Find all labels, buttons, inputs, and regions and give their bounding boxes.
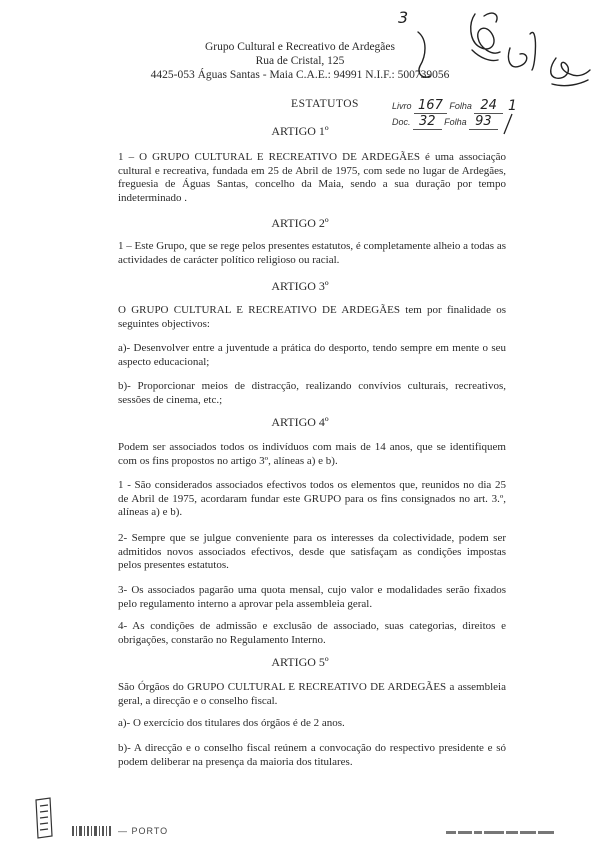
registry-doc-value: 32 [413,114,442,130]
article-5-heading: ARTIGO 5º [271,655,329,669]
header-org-name: Grupo Cultural e Recreativo de Ardegães [204,41,395,53]
notary-stamp-icon [30,796,70,840]
registry-folha-label: Folha [449,101,472,111]
article-3-item-b: b)- Proporcionar meios de distracção, realizando convívios culturais, recreativos, sessões de cinema, etc.; [118,380,506,406]
margin-slash-icon [498,112,518,136]
article-4-item-4: 4- As condições de admissão e exclusão de associado, suas categorias, direitos e obrigações, constarão no Regulamento Interno. [118,620,506,646]
document-title: ESTATUTOS [291,98,359,110]
article-1-heading: ARTIGO 1º [271,124,329,138]
registry-doc-label: Doc. [392,117,411,127]
header-postal-tax: 4425-053 Águas Santas - Maia C.A.E.: 94991 N.I.F.: 500739056 [150,69,450,81]
article-4-item-1: 1 - São considerados associados efectivos todos os elementos que, reunidos no dia 25 de Abril de 1975, acordaram fundar este GRUPO para os fins consignados no art. 3.º, alíneas a) e b). [118,479,506,518]
article-3-item-a: a)- Desenvolver entre a juventude a prática do desporto, tendo sempre em mente o seu aspecto educacional; [118,342,506,368]
article-3-heading: ARTIGO 3º [271,279,329,293]
article-4-intro: Podem ser associados todos os indivíduos com mais de 14 anos, que se identifiquem com os fins propostos no artigo 3º, alíneas a) e b). [118,441,506,467]
footer-city: — PORTO [118,826,169,836]
registry-folha2-label: Folha [444,117,467,127]
header-address: Rua de Cristal, 125 [255,55,345,67]
article-1-paragraph: 1 – O GRUPO CULTURAL E RECREATIVO DE ARDEGÃES é uma associação cultural e recreativa, fundada em 25 de Abril de 1975, com sede no lugar de Ardegães, freguesia de Águas Santas, concelho da Maia, sendo a sua duração por tempo indeterminado . [118,151,506,204]
registry-doc [392,114,498,129]
registry-folha-value: 24 [474,98,503,114]
article-3-intro: O GRUPO CULTURAL E RECREATIVO DE ARDEGÃES tem por finalidade os seguintes objectivos: [118,304,506,330]
article-5-intro: São Órgãos do GRUPO CULTURAL E RECREATIVO DE ARDEGÃES a assembleia geral, a direcção e o conselho fiscal. [118,681,506,707]
registry-margin-mark: 1 [508,98,517,114]
article-5-item-a: a)- O exercício dos titulares dos órgãos é de 2 anos. [118,717,345,729]
registry-livro-value: 167 [414,98,447,114]
article-4-item-3: 3- Os associados pagarão uma quota mensal, cujo valor e modalidades serão fixados pelo regulamento interno a aprovar pela assembleia geral. [118,584,506,610]
article-2-heading: ARTIGO 2º [271,216,329,230]
registry-livro [392,98,503,113]
article-5-item-b: b)- A direcção e o conselho fiscal reúnem a convocação do respectivo presidente e só podem deliberar na presença da maioria dos titulares. [118,742,506,768]
article-2-paragraph: 1 – Este Grupo, que se rege pelos presentes estatutos, é completamente alheio a todas as actividades de carácter político religioso ou racial. [118,240,506,266]
handwritten-page-number: 3 [398,8,409,27]
footer-barcode-icon [72,826,112,836]
article-4-item-2: 2- Sempre que se julgue conveniente para os interesses da colectividade, podem ser admitidos novos associados efectivos, desde que satisfaçam as condições impostas pelos presentes estatutos. [118,532,506,571]
footer-illegible-print-icon [446,830,556,836]
registry-folha2-value: 93 [469,114,498,130]
article-4-heading: ARTIGO 4º [271,415,329,429]
registry-livro-label: Livro [392,101,412,111]
